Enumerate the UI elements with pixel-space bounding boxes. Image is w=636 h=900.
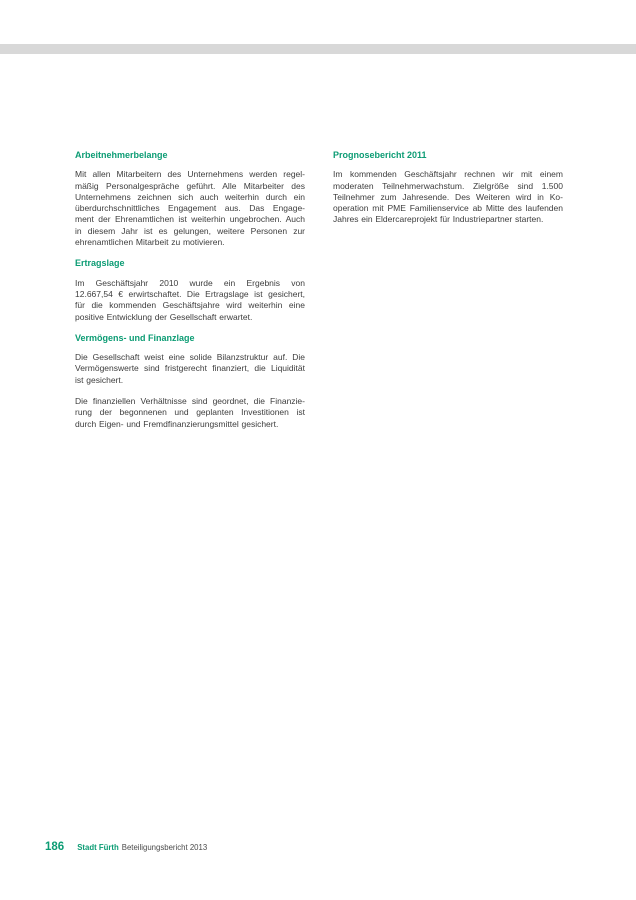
section: [333, 150, 563, 226]
page-number: 186: [45, 841, 65, 853]
text-line: Die Gesellschaft weist eine solide Bilanzstruktur auf. Die: [75, 352, 305, 363]
text-line: moderaten Teilnehmerwachstum. Zielgröße sind 1.500: [333, 180, 563, 191]
text-line: positive Entwicklung der Gesellschaft erwartet.: [75, 311, 253, 322]
section: [75, 333, 305, 430]
section-heading: Ertragslage: [75, 258, 125, 269]
column-right: [333, 150, 563, 440]
text-line: Mit allen Mitarbeitern des Unternehmens werden regel-: [75, 169, 305, 180]
text-line: Unternehmens zeichnen sich auch weiterhin durch ein: [75, 191, 305, 202]
section-heading: Arbeitnehmerbelange: [75, 150, 168, 160]
section-heading: Vermögens- und Finanzlage: [75, 332, 195, 343]
paragraph: [75, 278, 305, 323]
page-top-bar: [0, 44, 636, 54]
text-line: Teilnehmer zum Jahresende. Des Weiteren wird in Ko-: [333, 191, 563, 202]
text-line: durch Eigen- und Fremdfinanzierungsmittel gesichert.: [75, 418, 279, 429]
text-line: überdurchschnittliches Engagement aus. Das Engage-: [75, 203, 305, 214]
text-line: ehrenamtlichen Mitarbeit zu motivieren.: [75, 237, 225, 248]
text-line: Im Geschäftsjahr 2010 wurde ein Ergebnis von: [75, 277, 305, 288]
text-line: ment der Ehrenamtlichen ist weiterhin ungebrochen. Auch: [75, 214, 305, 225]
section: [75, 258, 305, 322]
page-content: [75, 150, 563, 440]
text-line: Im kommenden Geschäftsjahr rechnen wir mit einem: [333, 169, 563, 180]
page-footer: [45, 841, 207, 853]
section-heading: Prognosebericht 2011: [333, 150, 427, 160]
text-line: Jahres ein Eldercareprojekt für Industriepartner starten.: [333, 214, 544, 225]
text-line: für die kommenden Geschäftsjahre wird weiterhin eine: [75, 300, 305, 311]
paragraph: [75, 396, 305, 430]
paragraph: [333, 169, 563, 225]
column-left: [75, 150, 305, 440]
text-line: ist gesichert.: [75, 374, 124, 385]
section: [75, 150, 305, 248]
text-line: Vermögenswerte sind fristgerecht finanziert, die Liquidität: [75, 363, 305, 374]
footer-report-title: Beteiligungsbericht 2013: [121, 843, 208, 852]
text-line: 12.667,54 € erwirtschaftet. Die Ertragslage ist gesichert,: [75, 288, 305, 299]
text-line: rung der begonnenen und geplanten Investitionen ist: [75, 407, 305, 418]
paragraph: [75, 352, 305, 386]
text-line: operation mit PME Familienservice ab Mitte des laufenden: [333, 203, 563, 214]
text-line: in diesem Jahr ist es gelungen, weitere Personen zur: [75, 225, 305, 236]
footer-publisher: Stadt Fürth: [77, 843, 119, 852]
text-line: Die finanziellen Verhältnisse sind geordnet, die Finanzie-: [75, 396, 305, 407]
text-line: mäßig Personalgespräche geführt. Alle Mitarbeiter des: [75, 180, 305, 191]
paragraph: [75, 169, 305, 248]
